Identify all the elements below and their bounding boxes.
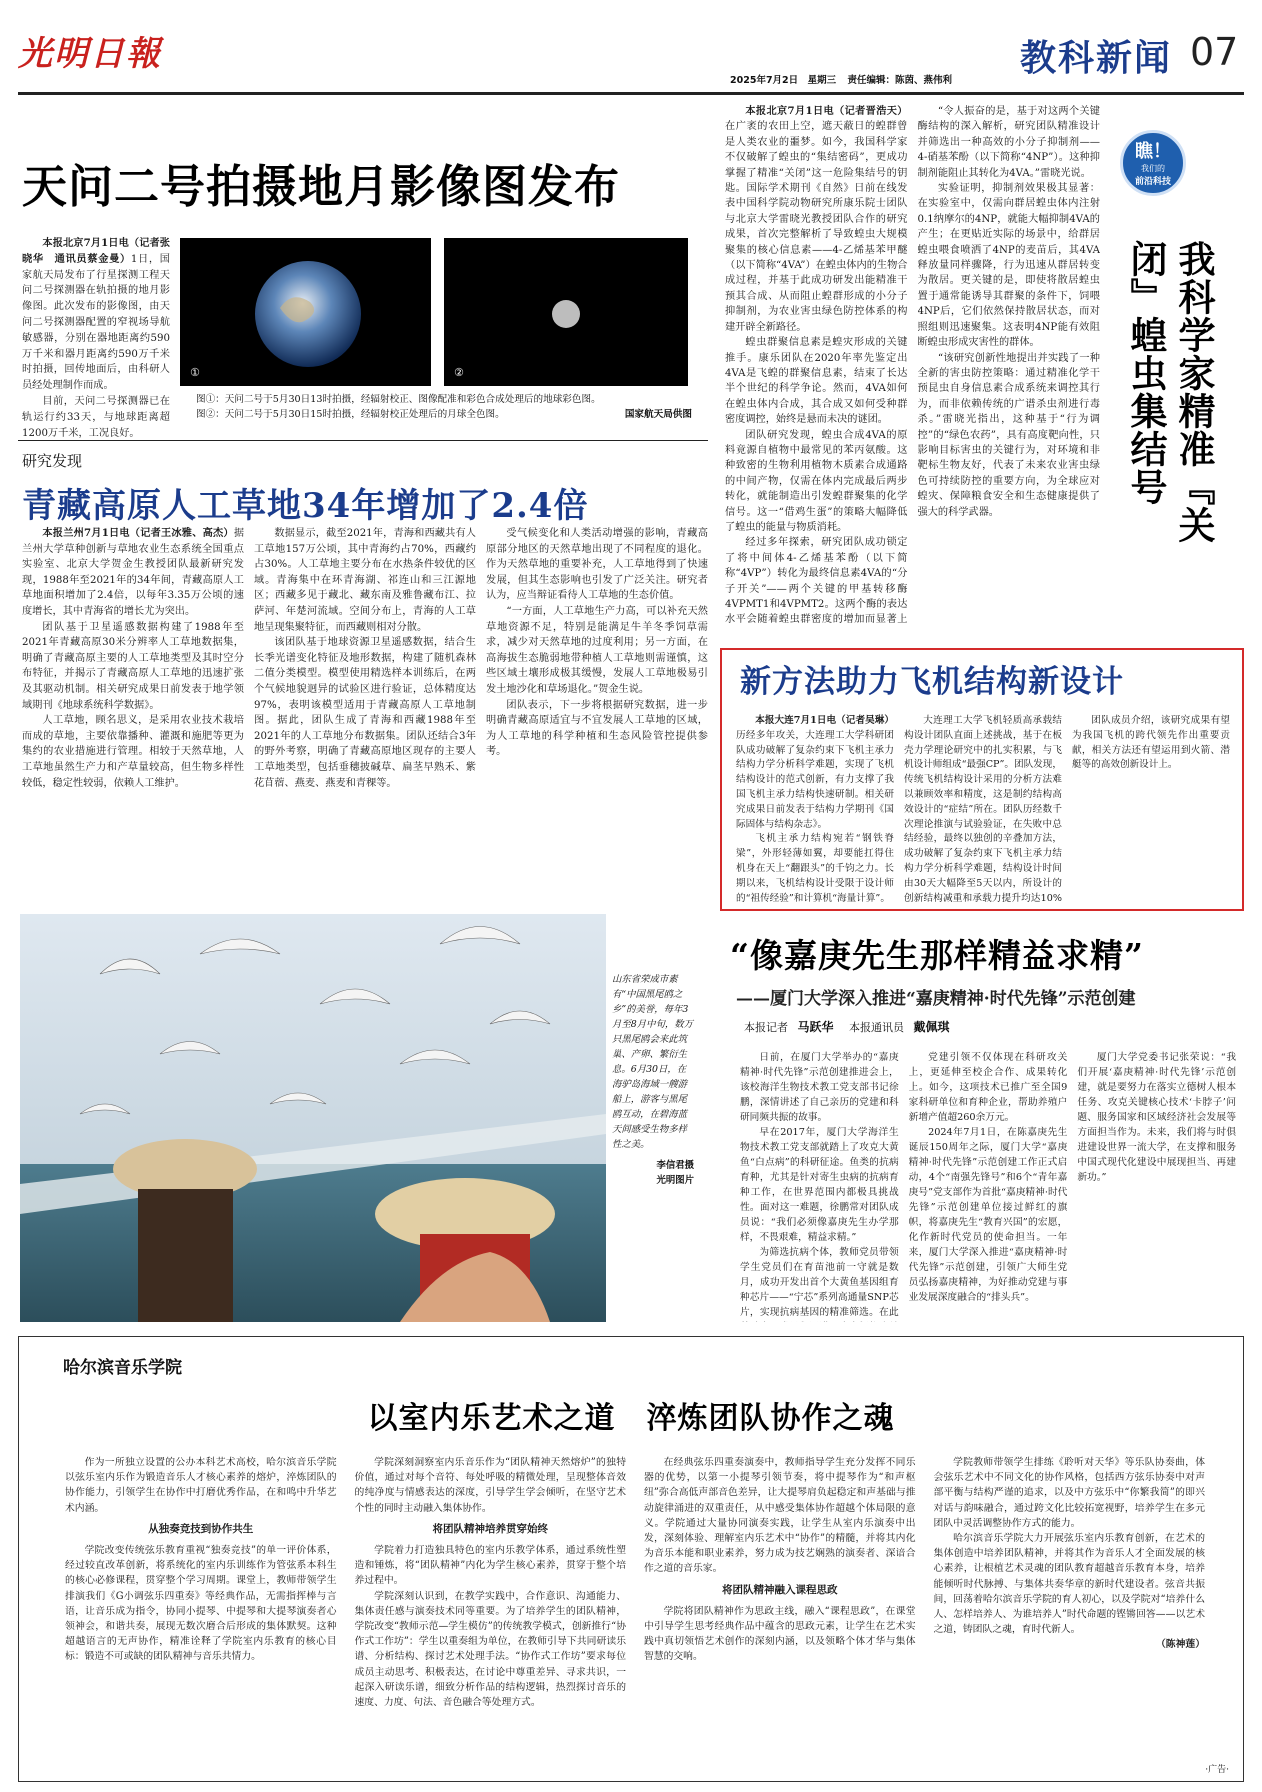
seagull-image bbox=[20, 914, 606, 1322]
logo-text: 光明日報 bbox=[18, 34, 162, 74]
locust-title: 我科学家精准『关闭』蝗虫集结号 bbox=[1124, 240, 1216, 544]
masthead-logo bbox=[18, 26, 178, 72]
aircraft-title: 新方法助力飞机结构新设计 bbox=[740, 664, 1124, 700]
grass-title: 青藏高原人工草地34年增加了2.4倍 bbox=[22, 486, 589, 526]
grass-text: 本报兰州7月1日电（记者王冰雅、高杰）据兰州大学草种创新与草地农业生态系统全国重点实验室、北京大学贺金生教授团队最新研究发现，1988年至2021年的34年间，青藏高原人工草地面积增加了2.4倍，以每年3.35万公顷的速度增长，其中青海省的增长尤为突出。 团队基于卫星遥感数据构建了1988年至2021年青藏高原30米分辨率人工草地数据集，明确了青藏高原主要的人工草地类型及其时空分布特征，并揭示了青藏高原人工草地的迅速扩张及其驱动机制。相关研究成果日前发表于地学领域期刊《地球系统科学数据》。 人工草地，顾名思义，是采用农业技术栽培而成的草地，主要依靠播种、灌溉和施肥等更为集约的农业措施进行管理。相较于天然草地，人工草地虽然生产力和产草量较高，但生物多样性较低，稳定性较弱，依赖人工维护。 数据显示，截至2021年，青海和西藏共有人工草地157万公顷，其中青海约占70%，西藏约占30%。人工草地主要分布在水热条件较优的区域。青海集中在环青海湖、祁连山和三江源地区；西藏多见于藏北、藏东南及雅鲁藏布江、拉萨河、年楚河流域。空间分布上，青海的人工草地呈现集聚特征，而西藏则相对分散。 该团队基于地球资源卫星遥感数据，结合生长季光谱变化特征及地形数据，构建了随机森林二值分类模型。模型使用精选样本训练后，在两个气候地貌迥异的试验区进行验证，总体精度达97%，表明该模型适用于青藏高原人工草地制图。据此，团队生成了青海和西藏1988年至2021年的人工草地分布数据集。团队还结合3年的野外考察，明确了青藏高原地区现存的主要人工草地类型，包括垂穗披碱草、扁茎早熟禾、紫花苜蓿、燕麦、燕麦和青稞等。 受气候变化和人类活动增强的影响，青藏高原部分地区的天然草地出现了不同程度的退化。作为天然草地的重要补充，人工草地得到了快速发展，但其生态影响也引发了广泛关注。研究者认为，应当辩证看待人工草地的生态价值。 “一方面，人工草地生产力高，可以补充天然草地资源不足，特别是能满足牛羊冬季饲草需求，减少对天然草地的过度利用；另一方面，在高海拔生态脆弱地带种植人工草地则需谨慎，这些区域土壤形成极其缓慢，发展人工草地极易引发土地沙化和草场退化。”贺金生说。 团队表示，下一步将根据研究数据，进一步明确青藏高原适宜与不宜发展人工草地的区域，为人工草地的科学种植和生态风险管控提供参考。 bbox=[22, 527, 708, 789]
masthead-rule bbox=[18, 92, 1244, 95]
tianwen-captions: 图①：天问二号于5月30日13时拍摄，经辐射校正、图像配准和彩色合成处理后的地球彩色图。 图②：天问二号于5月30日15时拍摄，经辐射校正处理后的月球全色图。 国家航天局供图 bbox=[196, 394, 692, 420]
aircraft-box bbox=[720, 648, 1244, 911]
locust-text: 本报北京7月1日电（记者晋浩天）在广袤的农田上空，遮天蔽日的蝗群曾是人类农业的噩梦。如今，我国科学家不仅破解了蝗虫的“集结密码”，更成功掌握了精准“关闭”这一危险集结号的钥匙。国际学术期刊《自然》日前在线发表中国科学院动物研究所康乐院士团队与北京大学雷晓光教授团队合作的研究成果，首次完整解析了导致蝗虫大规模聚集的核心信息素——4-乙烯基苯甲醚（以下简称“4VA”）在蝗虫体内的生物合成过程，并基于此成功研发出能精准干预其合成、从而阻止蝗群形成的小分子抑制剂，为农业害虫绿色防控体系的构建开辟全新路径。 蝗虫群聚信息素是蝗灾形成的关键推手。康乐团队在2020年率先鉴定出4VA是飞蝗的群聚信息素，结束了长达半个世纪的科学争论。然而，4VA如何在蝗虫体内合成，其合成又如何受种群密度调控，始终是悬而未决的谜团。 团队研究发现，蝗虫合成4VA的原料竟源自植物中最常见的苯丙氨酸。这种致密的生物利用植物木质素合成通路的中间产物，仅需在体内完成最后两步转化，就能制造出引发蝗群聚集的化学信号。这一“借鸡生蛋”的策略大幅降低了蝗虫的能量与物质消耗。 经过多年探索，研究团队成功锁定了将中间体4-乙烯基苯酚（以下简称“4VP”）转化为最终信息素4VA的“分子开关”——两个关键的甲基转移酶4VPMT1和4VPMT2。这两个酶的表达水平会随着蝗虫群密度的增加而显著上 “令人振奋的是，基于对这两个关键酶结构的深入解析，研究团队精准设计并筛选出一种高效的小分子抑制剂——4-硝基苯酚（以下简称“4NP”）。这种抑制剂能阻止其转化为4VA。”雷晓光说。 实验证明，抑制剂效果极其显著：在实验室中，仅需向群居蝗虫体内注射0.1纳摩尔的4NP，就能大幅抑制4VA的产生；在更贴近实际的场景中，给群居蝗虫喂食喷洒了4NP的麦苗后，其4VA释放量同样骤降，行为迅速从群居转变为散居。更关键的是，即使将散居蝗虫置于通常能诱导其群聚的条件下，饲喂4NP后，它们依然保持散居状态，而对照组则迅速聚集。这表明4NP能有效阻断蝗虫形成灾害性的群体。 “该研究创新性地提出并实践了一种全新的害虫防控策略：通过精准化学干预昆虫自身信息素合成系统来调控其行为，而非依赖传统的广谱杀虫剂进行毒杀。”雷晓光指出，这种基于“行为调控”的“绿色农药”，具有高度靶向性，只影响目标害虫的关键行为，对环境和非靶标生物友好，代表了未来农业害虫绿色可持续防控的重要方向，为全球应对蝗灾、保障粮食安全和生态健康提供了强大的科学武器。 bbox=[725, 105, 1100, 626]
page-number: 07 bbox=[1190, 30, 1239, 74]
tianwen-text: 本报北京7月1日电（记者张晓华 通讯员蔡金曼）1日，国家航天局发布了行星探测工程天问二号探测器在轨拍摄的地月影像图。此次发布的影像图，由天问二号探测器配置的窄视场导航敏感器，分别在器地距离约590万千米和器月距离约590万千米时拍摄，回传地面后，由科研人员经处理制作而成。 目前，天问二号探测器已在轨运行约33天，与地球距离超1200万千米，工况良好。 bbox=[22, 237, 170, 439]
divider-1 bbox=[18, 440, 708, 441]
moon-photo bbox=[444, 238, 688, 386]
front-tech-badge: 瞧！ 我们的 前沿科技 bbox=[1120, 130, 1186, 196]
earth-photo bbox=[180, 238, 431, 386]
aircraft-text: 本报大连7月1日电（记者吴琳）历经多年攻关，大连理工大学科研团队成功破解了复杂约束下飞机主承力结构力学分析科学难题，实现了飞机结构设计的范式创新，有力支撑了我国飞机主承力结构快速研制。相关研究成果日前发表于结构力学期刊《国际固体与结构杂志》。 飞机主承力结构宛若“钢铁脊梁”，外形轻薄如翼，却要能扛得住机身在天上“翻跟头”的千钧之力。长期以来，飞机结构设计受限于设计师的“祖传经验”和计算机“海量计算”。 大连理工大学飞机轻质高承载结构设计团队直面上述挑战，基于在板壳力学理论研究中的扎实积累，与飞机设计师组成“最强CP”。团队发现，传统飞机结构设计采用的分析方法难以兼顾效率和精度，这是制约结构高效设计的“症结”所在。团队历经数千次理论推演与试验验证，在失败中总结经验，最终以独创的辛叠加方法，成功破解了复杂约束下飞机主承力结构力学分析科学难题，结构设计时间由30天大幅降至5天以内，所设计的创新结构减重和承载力提升均达10% 团队成员介绍，该研究成果有望为我国飞机的跨代领先作出重要贡献，相关方法还有望运用到火箭、潜艇等的高效创新设计上。 bbox=[736, 715, 1230, 904]
badge-eye-icon: 瞧！ bbox=[1135, 141, 1171, 162]
harbin-box bbox=[18, 1336, 1244, 1782]
xiamen-subtitle: ——厦门大学深入推进“嘉庚精神·时代先锋”示范创建 bbox=[736, 989, 1136, 1009]
moon-label: ② bbox=[454, 366, 464, 379]
ad-label: ·广告· bbox=[1205, 1765, 1229, 1775]
earth-label: ① bbox=[190, 366, 200, 379]
seagull-photo bbox=[20, 914, 606, 1322]
tianwen-title: 天问二号拍摄地月影像图发布 bbox=[22, 160, 621, 213]
seagull-caption: 山东省荣成市素有“中国黑尾鸥之乡”的美誉，每年3月至8月中旬，数万只黑尾鸥会来此筑巢、产卵、繁衍生息。6月30日，在海驴岛海域一艘游船上，游客与黑尾鸥互动，在碧海蓝天间感受生物多样性之美。 李信君摄 光明图片 bbox=[612, 974, 694, 1186]
xiamen-byline: 本报记者 马跃华 本报通讯员 戴佩琪 bbox=[744, 1020, 950, 1034]
xiamen-title: “像嘉庚先生那样精益求精” bbox=[730, 936, 1144, 975]
harbin-text: 作为一所独立设置的公办本科艺术高校，哈尔滨音乐学院以弦乐室内乐作为锻造音乐人才核心素养的熔炉，淬炼团队的协作能力，引领学生在协作中打磨优秀作品，在和鸣中升华艺术内涵。 从独奏竞技到协作共生 学院改变传统弦乐教育重视“独奏竞技”的单一评价体系，经过较直改革创新，将系统化的室内乐训练作为管弦系本科生的核心必修课程，贯穿整个学习周期。课堂上，教师带领学生排演我们《G小调弦乐四重奏》等经典作品，无需指挥棒与言语，让音乐成为指令，协同小提琴、中提琴和大提琴演奏者心领神会，和谐共奏，展现无数次磨合后形成的集体默契。这种超越语言的无声协作，精准诠释了学院室内乐教育的核心目标：锻造不可或缺的团队精神与音乐共情力。 学院深刻洞察室内乐音乐作为“团队精神天然熔炉”的独特价值，通过对每个音符、每处呼吸的精微处理，呈现整体音效的纯净度与情感表达的深度，引导学生学会倾听，在坚守艺术个性的同时主动融入集体协作。 将团队精神培养贯穿始终 学院着力打造独具特色的室内乐教学体系，通过系统性塑造和锤炼，将“团队精神”内化为学生核心素养，贯穿于整个培养过程中。 学院深刻认识到，在教学实践中，合作意识、沟通能力、集体责任感与演奏技术同等重要。为了培养学生的团队精神，学院改变“教师示范—学生模仿”的传统教学模式，创新推行“协作式工作坊”：学生以重奏组为单位，在教师引导下共同研读乐谱、分析结构、探讨艺术处理手法。“协作式工作坊”要求每位成员主动思考、积极表达，在讨论中尊重差异、寻求共识，一起深入研读乐谱，细致分析作品的结构逻辑，热烈探讨音乐的速度、力度、句法、音色融合等处理方式。 在经典弦乐四重奏演奏中，教师指导学生充分发挥不同乐器的优势，以第一小提琴引领节奏，将中提琴作为“和声枢纽”弥合高低声部音色差异，让大提琴肩负起稳定和声基础与推动旋律涌进的双重责任，从中感受集体协作超越个体局限的意义。学院通过大量协同演奏实践，让学生从室内乐演奏中出发，深刻体验、理解室内乐艺术中“协作”的精髓，并将其内化为音乐本能和职业素养，努力成为技艺娴熟的演奏者、深谙合作之道的音乐家。 将团队精神融入课程思政 学院将团队精神作为思政主线，融入“课程思政”，在课堂中引导学生思考经典作品中蕴含的思政元素，让学生在艺术实践中真切领悟艺术创作的深刻内涵，以及领略个体才华与集体智慧的交响。 学院教师带领学生排练《聆听对天华》等乐队协奏曲，体会弦乐艺术中不同文化的协作风格，包括西方弦乐协奏中对声部平衡与结构严谨的追求，以及中方弦乐中“你繁我简”的即兴对话与韵味融合，通过跨文化比较拓宽视野，培养学生在多元团队中灵活调整协作方式的能力。 哈尔滨音乐学院大力开展弦乐室内乐教育创新，在艺术的集体创造中培养团队精神，并将其作为音乐人才全面发展的核心素养，让根植艺术灵魂的团队教育超越音乐教育本身，培养能倾听时代脉搏、与集体共奏华章的新时代建设者。弦音共振间，回荡着哈尔滨音乐学院的育人初心，以及学院对“培养什么人、怎样培养人、为谁培养人”时代命题的铿锵回答——以艺术之道，铸团队之魂，育时代新人。 （陈神莲） bbox=[65, 1457, 1205, 1709]
earth-image bbox=[180, 238, 431, 386]
harbin-title: 以室内乐艺术之道 淬炼团队协作之魂 bbox=[367, 1401, 895, 1436]
section-title: 教科新闻 bbox=[1020, 37, 1173, 79]
harbin-kicker: 哈尔滨音乐学院 bbox=[63, 1358, 182, 1378]
date-line: 2025年7月2日 星期三 责任编辑：陈茵、燕伟利 bbox=[730, 75, 952, 86]
grass-kicker: 研究发现 bbox=[22, 452, 83, 470]
xiamen-text: 日前，在厦门大学举办的“嘉庚精神·时代先锋”示范创建推进会上，该校海洋生物技术教工党支部书记徐鹏，深情讲述了自己亲历的党建和科研同频共振的故事。 早在2017年，厦门大学海洋生物技术教工党支部就踏上了攻克大黄鱼“白点病”的科研征途。鱼类的抗病育种，尤其是针对寄生虫病的抗病育种工作，在世界范围内都极具挑战性。面对这一难题，徐鹏常对团队成员说：“我们必须像嘉庚先生办学那样，不畏艰难，精益求精。” 为筛选抗病个体，教师党员带领学生党员们在育苗池前一守就是数月，成功开发出首个大黄鱼基因组育种芯片——“宁芯”系列高通量SNP芯片，实现抗病基因的精准筛选。在此 党建引领不仅体现在科研攻关上，更延伸至校企合作、成果转化上。如今，这项技术已推广至全国9家科研单位和育种企业，帮助养殖户新增产值超260余万元。 2024年7月1日，在陈嘉庚先生诞辰150周年之际，厦门大学“嘉庚精神·时代先锋”示范创建工作正式启动，4个“南强先锋号”和6个“青年嘉庚号”党支部作为首批“嘉庚精神·时代先锋”示范创建单位接过鲜红的旗帜，将嘉庚先生“教育兴国”的宏愿，化作新时代党员的使命担当。一年来，厦门大学深入推进“嘉庚精神·时代先锋”示范创建，引领广大师生党员弘扬嘉庚精神，为好推动党建与事业发展深度融合的“排头兵”。 厦门大学党委书记张荣说：“我们开展‘嘉庚精神·时代先锋’示范创建，就是要努力在落实立德树人根本任务、攻克关键核心技术‘卡脖子’问题、服务国家和区域经济社会发展等方面担当作为。未来，我们将与时俱进建设世界一流大学，在支撑和服务中国式现代化建设中展现担当、再建新功。” bbox=[740, 1052, 1237, 1318]
moon-image bbox=[444, 238, 688, 386]
